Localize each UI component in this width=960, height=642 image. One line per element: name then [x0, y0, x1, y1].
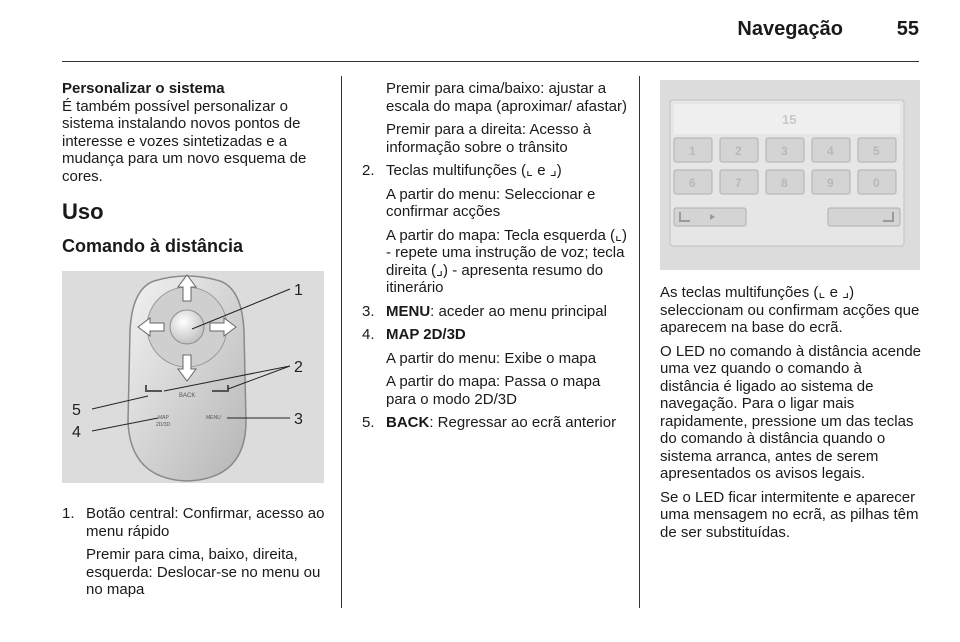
paragraph-led: O LED no comando à distância acende uma vez quando o comando à distância é ligado ao sistema de navegação. Para o ligar mais rapidamente, pressione um das teclas do comando à distância quando o sistema arranca, antes de serem apresentados os avisos legais. [660, 342, 921, 482]
list-item-4 [362, 326, 630, 344]
heading-uso: Uso [62, 199, 104, 224]
list-number: 1. [62, 505, 75, 522]
map-button-sublabel: 2D/3D [156, 422, 171, 428]
keypad-key: 0 [873, 176, 880, 190]
remote-control-figure [62, 271, 324, 483]
keypad-key: 4 [827, 144, 834, 158]
continued-text: Premir para a direita: Acesso à informação sobre o trânsito [386, 121, 592, 156]
column-right [660, 80, 922, 547]
paragraph-batteries: Se o LED ficar intermitente e aparecer uma mensagem no ecrã, as pilhas têm de ser substituídas. [660, 488, 919, 541]
continued-text: Premir para cima/baixo: ajustar a escala do mapa (aproximar/ afastar) [386, 80, 627, 115]
page-title: Navegação [737, 18, 843, 40]
remote-control-illustration [62, 271, 324, 483]
list-number: 5. [362, 414, 375, 431]
list-number: 2. [362, 162, 375, 179]
keypad-key: 5 [873, 144, 880, 158]
list-item-1 [62, 505, 332, 540]
list-text: : aceder ao menu principal [430, 302, 607, 320]
paragraph-multifunction-keys: As teclas multifunções (⌞ e ⌟) seleccionam ou confirmam acções que aparecem na base do ecrã. [660, 284, 920, 336]
callout-4: 4 [72, 424, 81, 441]
intro-paragraph: É também possível personalizar o sistema instalando novos pontos de interesse e vozes sintetizadas e a mudança para um novo esquema de cores. [62, 97, 307, 185]
list-keyword: MENU [386, 302, 431, 320]
keypad-row-1 [674, 138, 896, 162]
column-middle [362, 80, 630, 438]
keypad-key: 2 [735, 144, 742, 158]
list-text: : Regressar ao ecrã anterior [429, 414, 617, 431]
keypad-screen-figure [660, 80, 920, 270]
right-softkey [828, 208, 900, 226]
menu-button-label: MENU [206, 415, 221, 421]
list-item-3 [362, 303, 630, 321]
keypad-screen-illustration [660, 80, 920, 270]
keypad-key: 7 [735, 176, 742, 190]
keypad-key: 6 [689, 176, 696, 190]
keypad-key: 3 [781, 144, 788, 158]
list-subtext: A partir do mapa: Passa o mapa para o modo 2D/3D [386, 373, 601, 408]
section-title: Personalizar o sistema [62, 80, 225, 97]
list-number: 3. [362, 302, 375, 320]
map-button-label: MAP [158, 415, 169, 421]
column-divider [341, 76, 342, 608]
callout-1: 1 [294, 282, 303, 299]
column-left [62, 80, 332, 605]
column-divider [639, 76, 640, 608]
keypad-key: 1 [689, 144, 696, 158]
list-text: Botão central: Confirmar, acesso ao menu rápido [86, 505, 325, 540]
list-subtext: A partir do menu: Seleccionar e confirmar acções [386, 185, 596, 220]
keypad-key: 8 [781, 176, 788, 190]
callout-5: 5 [72, 402, 81, 419]
keypad-display-text: 15 [782, 112, 797, 127]
keypad-row-2 [674, 170, 896, 194]
back-button-label: BACK [179, 393, 196, 399]
callout-3: 3 [294, 411, 303, 428]
list-item-5 [362, 414, 630, 432]
page-header [62, 0, 919, 62]
list-keyword: MAP 2D/3D [386, 326, 466, 343]
heading-remote-control: Comando à distância [62, 236, 244, 256]
list-subtext: Premir para cima, baixo, direita, esquerda: Deslocar-se no menu ou no mapa [86, 546, 321, 598]
list-keyword: BACK [386, 414, 430, 431]
list-subtext: A partir do menu: Exibe o mapa [386, 349, 597, 367]
list-number: 4. [362, 326, 375, 343]
list-subtext: A partir do mapa: Tecla esquerda (⌞) - repete uma instrução de voz; tecla direita (⌟) - apresenta resumo do itinerário [386, 226, 628, 296]
page-number: 55 [896, 18, 919, 40]
list-text: Teclas multifunções (⌞ e ⌟) [386, 162, 562, 179]
list-item-2 [362, 162, 630, 180]
keypad-key: 9 [827, 176, 834, 190]
callout-2: 2 [294, 359, 303, 376]
